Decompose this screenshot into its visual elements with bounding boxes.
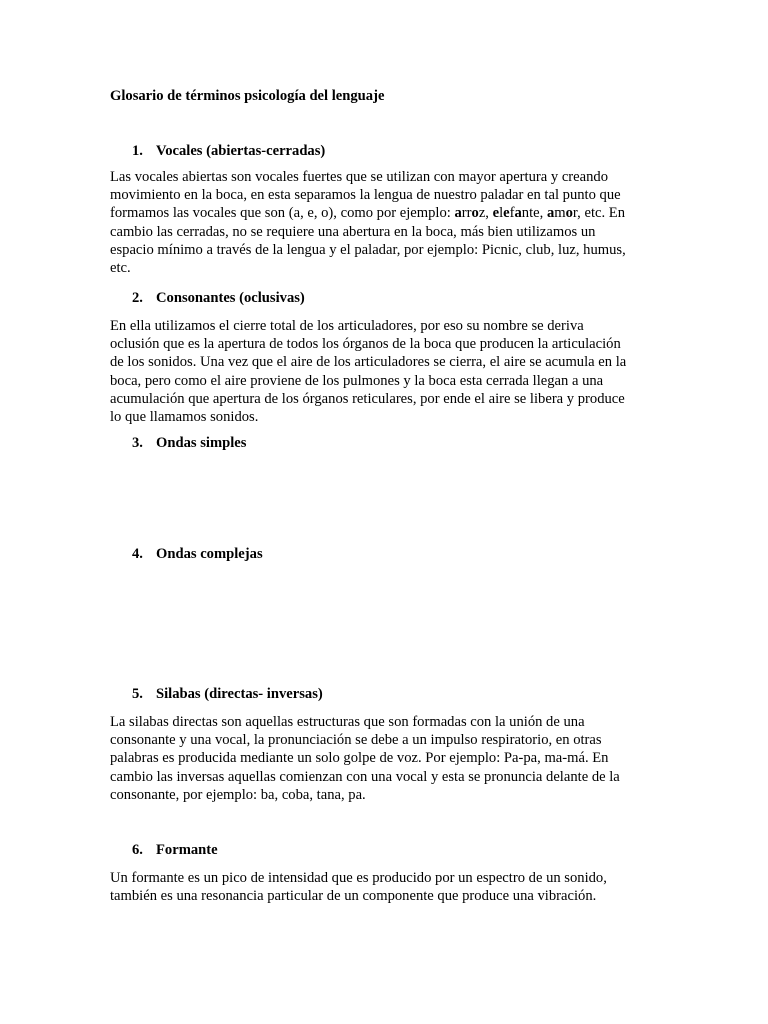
section-heading-ondas-simples <box>132 434 246 452</box>
section-paragraph-vocales <box>110 168 662 277</box>
section-title: Silabas (directas- inversas) <box>156 686 323 702</box>
paragraph-line: movimiento en la boca, en esta separamos la lengua de nuestro paladar en tal punto que <box>110 187 621 204</box>
paragraph-line: oclusión que es la apertura de todos los órganos de la boca que producen la articulación <box>110 336 621 353</box>
section-title: Formante <box>156 842 218 858</box>
paragraph-line: En ella utilizamos el cierre total de los articuladores, por eso su nombre se deriva <box>110 318 584 334</box>
section-number: 6. <box>132 842 143 858</box>
paragraph-line-with-examples: formamos las vocales que son (a, e, o), como por ejemplo: arroz, elefante, amor, etc. En <box>110 205 625 222</box>
section-paragraph-consonantes <box>110 317 662 426</box>
section-number: 2. <box>132 290 143 306</box>
section-heading-formante <box>132 841 218 859</box>
paragraph-line: Un formante es un pico de intensidad que es producido por un espectro de un sonido, <box>110 870 607 886</box>
section-heading-silabas <box>132 685 323 703</box>
section-number: 5. <box>132 686 143 702</box>
section-paragraph-formante <box>110 869 662 905</box>
paragraph-line: cambio las cerradas, no se requiere una abertura en la boca, más bien utilizamos un <box>110 223 596 240</box>
section-title: Vocales (abiertas-cerradas) <box>156 143 326 159</box>
section-number: 1. <box>132 143 143 159</box>
paragraph-line: boca, pero como el aire proviene de los pulmones y la boca esta cerrada llegan a una <box>110 372 604 389</box>
paragraph-line: también es una resonancia particular de un componente que produce una vibración. <box>110 888 597 905</box>
section-paragraph-silabas <box>110 713 662 804</box>
section-heading-consonantes <box>132 289 305 307</box>
paragraph-line: consonante y una vocal, la pronunciación se debe a un impulso respiratorio, en otras <box>110 732 602 749</box>
section-title: Ondas simples <box>156 435 247 451</box>
paragraph-line: Las vocales abiertas son vocales fuertes que se utilizan con mayor apertura y creando <box>110 169 609 185</box>
paragraph-line: espacio mínimo a través de la lengua y el paladar, por ejemplo: Picnic, club, luz, humus, <box>110 241 626 258</box>
section-title: Ondas complejas <box>156 546 263 562</box>
document-title: Glosario de términos psicología del lenguaje <box>110 88 385 104</box>
paragraph-line: lo que llamamos sonidos. <box>110 409 259 426</box>
paragraph-line: palabras es producida mediante un solo golpe de voz. Por ejemplo: Pa-pa, ma-má. En <box>110 750 609 767</box>
paragraph-line: La silabas directas son aquellas estructuras que son formadas con la unión de una <box>110 714 585 730</box>
section-number: 4. <box>132 546 143 562</box>
section-number: 3. <box>132 435 143 451</box>
paragraph-line: acumulación que apertura de los órganos reticulares, por ende el aire se libera y produce <box>110 390 625 407</box>
paragraph-line: de los sonidos. Una vez que el aire de los articuladores se cierra, el aire se acumula en la <box>110 354 627 371</box>
paragraph-line: etc. <box>110 260 131 277</box>
paragraph-line: consonante, por ejemplo: ba, coba, tana, pa. <box>110 786 366 803</box>
section-heading-vocales <box>132 142 325 160</box>
paragraph-line: cambio las inversas aquellas comienzan con una vocal y esta se pronuncia delante de la <box>110 768 620 785</box>
section-heading-ondas-complejas <box>132 545 263 563</box>
section-title: Consonantes (oclusivas) <box>156 290 305 306</box>
